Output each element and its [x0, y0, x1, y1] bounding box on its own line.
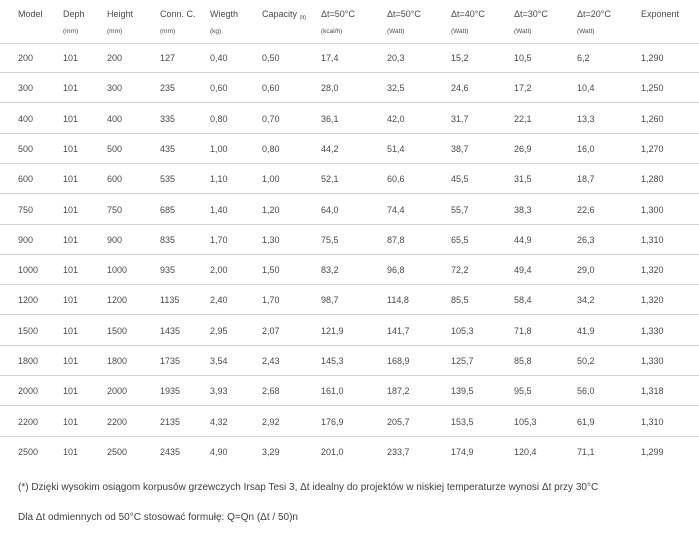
- cell-weight: 1,70: [210, 234, 228, 245]
- cell-height: 900: [107, 234, 123, 245]
- header-depth: Deph: [63, 9, 85, 19]
- cell-depth: 101: [63, 265, 79, 276]
- header-height-unit: (mm): [107, 28, 123, 35]
- cell-dt20w: 50,2: [577, 356, 595, 366]
- cell-conn: 2435: [160, 446, 181, 457]
- cell-exponent: 1,250: [641, 83, 664, 94]
- header-dt20-watt-unit: (Watt): [577, 28, 595, 35]
- cell-height: 400: [107, 113, 123, 124]
- table-row: [0, 385, 699, 415]
- header-dt50-kcal: Δt=50°C: [321, 9, 355, 19]
- cell-dt50k: 36,1: [321, 113, 339, 124]
- cell-dt30w: 10,5: [514, 53, 532, 63]
- cell-height: 1500: [107, 325, 128, 336]
- header-dt40-watt-unit: (Watt): [451, 28, 469, 35]
- cell-dt50w: 60,6: [387, 174, 405, 185]
- cell-weight: 4,90: [210, 446, 228, 457]
- cell-weight: 2,40: [210, 295, 228, 306]
- cell-dt40w: 55,7: [451, 204, 469, 215]
- cell-exponent: 1,270: [641, 143, 664, 154]
- cell-dt50w: 87,8: [387, 234, 405, 245]
- cell-model: 750: [18, 204, 34, 215]
- cell-depth: 101: [63, 386, 79, 397]
- cell-exponent: 1,300: [641, 204, 664, 215]
- cell-weight: 1,00: [210, 143, 228, 154]
- cell-dt20w: 26,3: [577, 234, 595, 245]
- cell-exponent: 1,290: [641, 53, 664, 63]
- cell-weight: 3,93: [210, 386, 228, 397]
- cell-capacity: 0,70: [262, 113, 280, 124]
- cell-capacity: 1,00: [262, 174, 280, 185]
- cell-model: 400: [18, 113, 34, 124]
- cell-height: 600: [107, 174, 123, 185]
- cell-exponent: 1,260: [641, 113, 664, 124]
- header-dt40-watt: Δt=40°C: [451, 9, 485, 19]
- table-row: [0, 264, 699, 294]
- cell-conn: 1135: [160, 295, 180, 306]
- table-row: [0, 416, 699, 446]
- cell-weight: 2,00: [210, 265, 228, 276]
- cell-dt30w: 105,3: [514, 416, 537, 427]
- cell-conn: 435: [160, 143, 176, 154]
- formula-note: Dla Δt odmiennych od 50°C stosować formułę: Q=Qn (Δt / 50)n: [18, 512, 298, 523]
- cell-dt50k: 176,9: [321, 416, 344, 427]
- cell-dt50w: 205,7: [387, 416, 410, 427]
- cell-dt40w: 125,7: [451, 356, 474, 366]
- cell-depth: 101: [63, 295, 79, 306]
- cell-weight: 4,32: [210, 416, 228, 427]
- cell-dt20w: 56,0: [577, 386, 595, 397]
- cell-model: 2000: [18, 386, 39, 397]
- cell-height: 300: [107, 83, 123, 94]
- cell-conn: 335: [160, 113, 176, 124]
- cell-dt30w: 31,5: [514, 174, 532, 185]
- cell-weight: 1,10: [210, 174, 228, 185]
- cell-dt50w: 168,9: [387, 356, 410, 366]
- header-divider: [0, 43, 699, 44]
- cell-exponent: 1,299: [641, 446, 664, 457]
- cell-weight: 0,80: [210, 113, 228, 124]
- cell-dt50k: 121,9: [321, 325, 344, 336]
- cell-model: 1200: [18, 295, 39, 306]
- cell-model: 1500: [18, 325, 39, 336]
- cell-dt20w: 41,9: [577, 325, 595, 336]
- cell-depth: 101: [63, 356, 79, 366]
- cell-height: 750: [107, 204, 123, 215]
- cell-dt30w: 49,4: [514, 265, 532, 276]
- cell-dt40w: 24,6: [451, 83, 469, 94]
- row-divider: [0, 72, 699, 73]
- table-row: [0, 294, 699, 324]
- cell-exponent: 1,330: [641, 325, 664, 336]
- cell-dt40w: 105,3: [451, 325, 474, 336]
- cell-model: 300: [18, 83, 34, 94]
- table-row: [0, 143, 699, 173]
- cell-depth: 101: [63, 53, 79, 63]
- cell-dt50k: 28,0: [321, 83, 339, 94]
- cell-conn: 935: [160, 265, 176, 276]
- cell-dt50k: 75,5: [321, 234, 339, 245]
- cell-capacity: 1,70: [262, 295, 280, 306]
- header-capacity-unit: (lt): [299, 15, 306, 21]
- cell-dt20w: 61,9: [577, 416, 595, 427]
- cell-height: 500: [107, 143, 123, 154]
- cell-dt30w: 85,8: [514, 356, 532, 366]
- cell-capacity: 1,50: [262, 265, 280, 276]
- cell-weight: 3,54: [210, 356, 228, 366]
- header-model: Model: [18, 9, 43, 19]
- cell-dt20w: 13,3: [577, 113, 595, 124]
- footnote-text: (*) Dzięki wysokim osiągom korpusów grzewczych Irsap Tesi 3, Δt idealny do projektów w niskiej temperaturze wynosi Δt przy 30°C: [18, 482, 599, 493]
- cell-height: 2000: [107, 386, 128, 397]
- cell-dt30w: 71,8: [514, 325, 532, 336]
- cell-dt30w: 44,9: [514, 234, 532, 245]
- cell-weight: 0,40: [210, 53, 228, 63]
- cell-dt50k: 64,0: [321, 204, 339, 215]
- cell-dt50k: 201,0: [321, 446, 344, 457]
- row-divider: [0, 254, 699, 255]
- cell-dt50k: 17,4: [321, 53, 339, 63]
- cell-exponent: 1,330: [641, 356, 664, 366]
- header-dt50-watt: Δt=50°C: [387, 9, 421, 19]
- header-weight-unit: (kg): [210, 28, 222, 35]
- cell-model: 2500: [18, 446, 39, 457]
- cell-model: 200: [18, 53, 34, 63]
- table-row: [0, 325, 699, 355]
- cell-dt20w: 71,1: [577, 446, 595, 457]
- cell-conn: 835: [160, 234, 176, 245]
- cell-conn: 685: [160, 204, 176, 215]
- row-divider: [0, 405, 699, 406]
- table-row: [0, 446, 699, 476]
- cell-model: 500: [18, 143, 34, 154]
- cell-height: 1200: [107, 295, 128, 306]
- cell-dt50w: 233,7: [387, 446, 410, 457]
- row-divider: [0, 193, 699, 194]
- header-capacity-label: Capacity: [262, 9, 298, 19]
- cell-depth: 101: [63, 204, 79, 215]
- row-divider: [0, 102, 699, 103]
- cell-capacity: 2,68: [262, 386, 280, 397]
- cell-dt40w: 38,7: [451, 143, 469, 154]
- cell-dt40w: 45,5: [451, 174, 469, 185]
- cell-dt50w: 20,3: [387, 53, 405, 63]
- cell-dt40w: 72,2: [451, 265, 469, 276]
- cell-dt30w: 26,9: [514, 143, 532, 154]
- cell-weight: 2,95: [210, 325, 228, 336]
- row-divider: [0, 133, 699, 134]
- cell-height: 1000: [107, 265, 128, 276]
- cell-depth: 101: [63, 416, 79, 427]
- header-dt50-kcal-unit: (kcal/h): [321, 28, 343, 35]
- cell-dt20w: 22,6: [577, 204, 595, 215]
- cell-dt50w: 96,8: [387, 265, 405, 276]
- cell-conn: 535: [160, 174, 176, 185]
- table-row: [0, 204, 699, 234]
- cell-conn: 1735: [160, 356, 181, 366]
- cell-height: 1800: [107, 356, 128, 366]
- cell-exponent: 1,318: [641, 386, 664, 397]
- cell-capacity: 0,80: [262, 143, 280, 154]
- cell-depth: 101: [63, 446, 79, 457]
- cell-capacity: 3,29: [262, 446, 280, 457]
- header-capacity: [262, 9, 306, 21]
- cell-weight: 0,60: [210, 83, 228, 94]
- row-divider: [0, 375, 699, 376]
- row-divider: [0, 163, 699, 164]
- cell-exponent: 1,310: [641, 234, 664, 245]
- cell-dt30w: 38,3: [514, 204, 532, 215]
- header-dt30-watt-unit: (Watt): [514, 28, 532, 35]
- table-row: [0, 173, 699, 203]
- cell-dt40w: 174,9: [451, 446, 474, 457]
- header-conn-unit: (mm): [160, 28, 176, 35]
- header-dt20-watt: Δt=20°C: [577, 9, 611, 19]
- cell-model: 1800: [18, 356, 39, 366]
- cell-weight: 1,40: [210, 204, 228, 215]
- header-dt30-watt: Δt=30°C: [514, 9, 548, 19]
- cell-capacity: 1,30: [262, 234, 280, 245]
- cell-dt50w: 42,0: [387, 113, 405, 124]
- cell-dt50w: 187,2: [387, 386, 410, 397]
- header-weight: Wiegth: [210, 9, 239, 19]
- cell-dt40w: 65,5: [451, 234, 469, 245]
- cell-dt30w: 95,5: [514, 386, 532, 397]
- cell-capacity: 2,92: [262, 416, 280, 427]
- table-row: [0, 82, 699, 112]
- cell-dt40w: 15,2: [451, 53, 469, 63]
- header-exponent: Exponent: [641, 9, 680, 19]
- cell-conn: 1935: [160, 386, 181, 397]
- cell-conn: 127: [160, 53, 176, 63]
- cell-dt30w: 22,1: [514, 113, 532, 124]
- cell-dt20w: 10,4: [577, 83, 595, 94]
- table-header: [0, 0, 699, 42]
- header-conn: Conn. C.: [160, 9, 196, 19]
- cell-dt20w: 6,2: [577, 53, 590, 63]
- cell-height: 200: [107, 53, 123, 63]
- cell-capacity: 2,43: [262, 356, 280, 366]
- cell-dt50k: 52,1: [321, 174, 339, 185]
- cell-dt50k: 98,7: [321, 295, 339, 306]
- cell-dt20w: 18,7: [577, 174, 595, 185]
- row-divider: [0, 345, 699, 346]
- cell-exponent: 1,320: [641, 265, 664, 276]
- cell-dt50k: 161,0: [321, 386, 344, 397]
- table-row: [0, 52, 699, 82]
- cell-dt30w: 17,2: [514, 83, 532, 94]
- cell-depth: 101: [63, 143, 79, 154]
- cell-dt40w: 85,5: [451, 295, 469, 306]
- cell-capacity: 0,60: [262, 83, 280, 94]
- cell-dt50w: 74,4: [387, 204, 405, 215]
- cell-model: 2200: [18, 416, 39, 427]
- cell-capacity: 1,20: [262, 204, 280, 215]
- table-row: [0, 234, 699, 264]
- cell-dt50k: 83,2: [321, 265, 339, 276]
- cell-dt50k: 44,2: [321, 143, 339, 154]
- cell-dt20w: 34,2: [577, 295, 595, 306]
- header-dt50-watt-unit: (Watt): [387, 28, 405, 35]
- cell-model: 900: [18, 234, 34, 245]
- cell-conn: 235: [160, 83, 176, 94]
- cell-depth: 101: [63, 234, 79, 245]
- row-divider: [0, 224, 699, 225]
- cell-dt50w: 32,5: [387, 83, 405, 94]
- cell-dt40w: 139,5: [451, 386, 474, 397]
- cell-conn: 2135: [160, 416, 181, 427]
- cell-height: 2200: [107, 416, 128, 427]
- cell-dt20w: 29,0: [577, 265, 595, 276]
- cell-depth: 101: [63, 113, 79, 124]
- cell-dt50w: 114,8: [387, 295, 409, 306]
- cell-dt50w: 51,4: [387, 143, 405, 154]
- cell-exponent: 1,320: [641, 295, 664, 306]
- cell-dt50k: 145,3: [321, 356, 344, 366]
- cell-model: 1000: [18, 265, 39, 276]
- cell-exponent: 1,310: [641, 416, 664, 427]
- cell-dt40w: 31,7: [451, 113, 469, 124]
- cell-model: 600: [18, 174, 34, 185]
- cell-dt30w: 120,4: [514, 446, 537, 457]
- cell-capacity: 0,50: [262, 53, 280, 63]
- cell-dt30w: 58,4: [514, 295, 532, 306]
- table-row: [0, 113, 699, 143]
- cell-dt20w: 16,0: [577, 143, 595, 154]
- cell-dt50w: 141,7: [387, 325, 410, 336]
- row-divider: [0, 284, 699, 285]
- header-height: Height: [107, 9, 134, 19]
- row-divider: [0, 436, 699, 437]
- cell-capacity: 2,07: [262, 325, 280, 336]
- table-row: [0, 355, 699, 385]
- cell-depth: 101: [63, 325, 79, 336]
- row-divider: [0, 314, 699, 315]
- cell-dt40w: 153,5: [451, 416, 474, 427]
- header-depth-unit: (mm): [63, 28, 79, 35]
- cell-height: 2500: [107, 446, 128, 457]
- cell-depth: 101: [63, 83, 79, 94]
- cell-conn: 1435: [160, 325, 181, 336]
- cell-depth: 101: [63, 174, 79, 185]
- cell-exponent: 1,280: [641, 174, 664, 185]
